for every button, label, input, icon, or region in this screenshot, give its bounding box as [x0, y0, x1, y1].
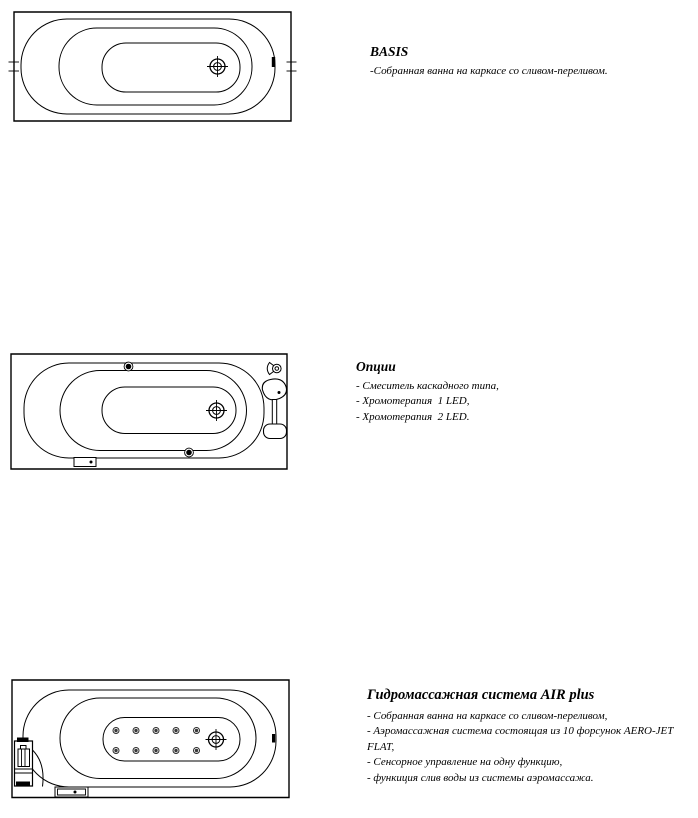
jet-icon [113, 748, 119, 754]
jet-icon [153, 728, 159, 734]
section-heading: Гидромассажная система AIR plus [367, 687, 595, 703]
blower-hose [33, 750, 44, 787]
spec-item: - функиция слив воды из системы аэромассажа. [367, 771, 594, 784]
drain-icon [206, 729, 227, 750]
jet-icon [173, 728, 179, 734]
tub-bottom-outline [102, 43, 240, 92]
air-blower-icon [15, 738, 44, 787]
spec-item: - Хромотерапия 2 LED. [356, 410, 470, 423]
section-airplus-text [367, 687, 698, 786]
tub-wall-outline [60, 698, 256, 779]
spec-item: - Хромотерапия 1 LED, [356, 395, 470, 408]
section-heading: Опции [356, 359, 396, 374]
jet-icon [194, 748, 200, 754]
led-light-icon [185, 448, 194, 457]
drain-icon [207, 56, 228, 77]
overflow-mark [272, 734, 275, 743]
jet-icon [113, 728, 119, 734]
drain-icon [206, 400, 227, 421]
section-options-text [356, 359, 686, 425]
bathtub-airplus-diagram [12, 680, 289, 798]
jet-icon [173, 748, 179, 754]
cascade-mixer-icon [262, 363, 286, 439]
jet-icon [194, 728, 200, 734]
bathtub-basis-diagram [9, 12, 297, 121]
control-box [74, 458, 96, 467]
overflow-mark [272, 57, 275, 67]
control-box [55, 787, 88, 797]
air-jets [113, 728, 200, 754]
section-basis-text [370, 44, 690, 79]
spec-item: - Собранная ванна на каркасе со сливом-переливом, [367, 710, 608, 722]
bathtub-options-diagram [11, 354, 287, 469]
spec-item: - Сенсорное управление на одну функцию, [367, 756, 563, 769]
jet-icon [133, 728, 139, 734]
jet-icon [153, 748, 159, 754]
jet-icon [133, 748, 139, 754]
spec-item: - Смеситель каскадного типа, [356, 380, 499, 392]
led-light-icon [124, 362, 133, 371]
spec-item: -Собранная ванна на каркасе со сливом-переливом. [370, 65, 608, 77]
spec-item: - Аэромассажная система состоящая из 10 форсунок AERO-JET FLAT, [367, 725, 676, 753]
section-heading: BASIS [370, 44, 409, 59]
